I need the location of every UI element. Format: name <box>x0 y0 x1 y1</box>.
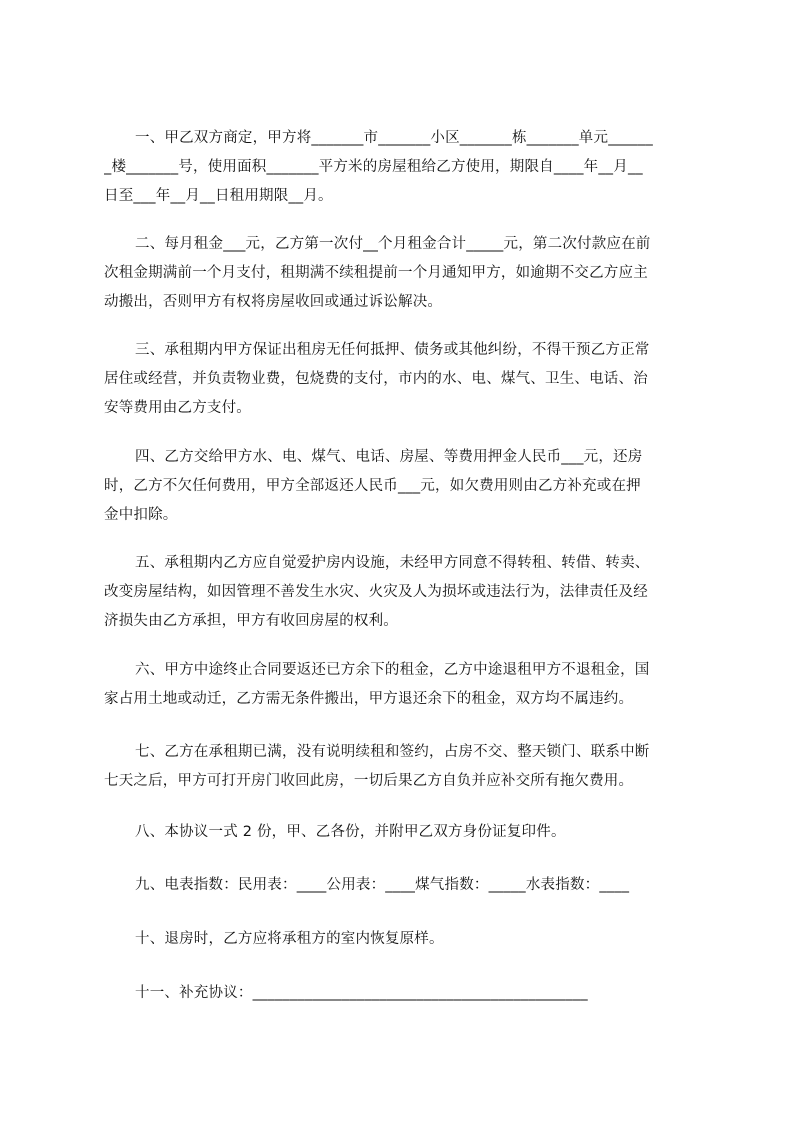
clause-7-line-1: 七、乙方在承租期已满，没有说明续租和签约，占房不交、整天锁门、联系中断 <box>135 744 650 760</box>
clause-5 <box>104 549 698 636</box>
clause-5-line-2: 改变房屋结构，如因管理不善发生水灾、火灾及人为损坏或违法行为，法律责任及经 <box>104 584 648 600</box>
clause-11-supplementary: 十一、补充协议：_____________________________________________ <box>135 985 588 1001</box>
clause-4-line-3: 金中扣除。 <box>104 507 178 523</box>
clause-5-line-1: 五、承租期内乙方应自觉爱护房内设施，未经甲方同意不得转租、转借、转卖、 <box>135 555 650 571</box>
clause-3-line-3: 安等费用由乙方支付。 <box>104 400 251 416</box>
clause-2-line-2: 次租金期满前一个月支付，租期满不续租提前一个月通知甲方，如逾期不交乙方应主 <box>104 265 648 281</box>
clause-2-line-3: 动搬出，否则甲方有权将房屋收回或通过诉讼解决。 <box>104 294 443 310</box>
clause-3-line-2: 居住或经营，并负责物业费，包烧费的支付，市内的水、电、煤气、卫生、电话、治 <box>104 371 648 387</box>
clause-4-line-2: 时，乙方不欠任何费用，甲方全部返还人民币___元，如欠费用则由乙方补充或在押 <box>104 478 641 494</box>
clause-3 <box>104 336 698 423</box>
clause-2 <box>104 230 698 317</box>
clause-8: 八、本协议一式 2 份，甲、乙各份，并附甲乙双方身份证复印件。 <box>135 824 566 840</box>
clause-3-line-1: 三、承租期内甲方保证出租房无任何抵押、债务或其他纠纷，不得干预乙方正常 <box>135 342 650 358</box>
clause-6 <box>104 656 698 714</box>
clause-1-line-2: _楼_______号，使用面积_______平方米的房屋租给乙方使用，期限自____年__月__ <box>104 159 643 175</box>
clause-1 <box>104 124 698 211</box>
clause-4-line-1: 四、乙方交给甲方水、电、煤气、电话、房屋、等费用押金人民币___元，还房 <box>135 449 643 465</box>
clause-4 <box>104 443 698 530</box>
clause-7 <box>104 738 698 796</box>
clause-7-line-2: 七天之后，甲方可打开房门收回此房，一切后果乙方自负并应补交所有拖欠费用。 <box>104 773 634 789</box>
clause-1-line-3: 日至___年__月__日租用期限__月。 <box>104 188 333 204</box>
clause-6-line-2: 家占用土地或动迁，乙方需无条件搬出，甲方退还余下的租金，双方均不属违约。 <box>104 691 634 707</box>
clause-1-line-1: 一、甲乙双方商定，甲方将_______市_______小区_______栋_______单元______ <box>135 130 653 146</box>
clause-2-line-1: 二、每月租金___元，乙方第一次付__个月租金合计_____元，第二次付款应在前 <box>135 236 651 252</box>
clause-9-meter-readings: 九、电表指数：民用表：____公用表：____煤气指数：_____水表指数：____ <box>135 877 630 893</box>
clause-5-line-3: 济损失由乙方承担，甲方有收回房屋的权利。 <box>104 613 398 629</box>
clause-6-line-1: 六、甲方中途终止合同要返还已方余下的租金，乙方中途退租甲方不退租金，国 <box>135 662 650 678</box>
clause-10: 十、退房时，乙方应将承租方的室内恢复原样。 <box>135 931 444 947</box>
